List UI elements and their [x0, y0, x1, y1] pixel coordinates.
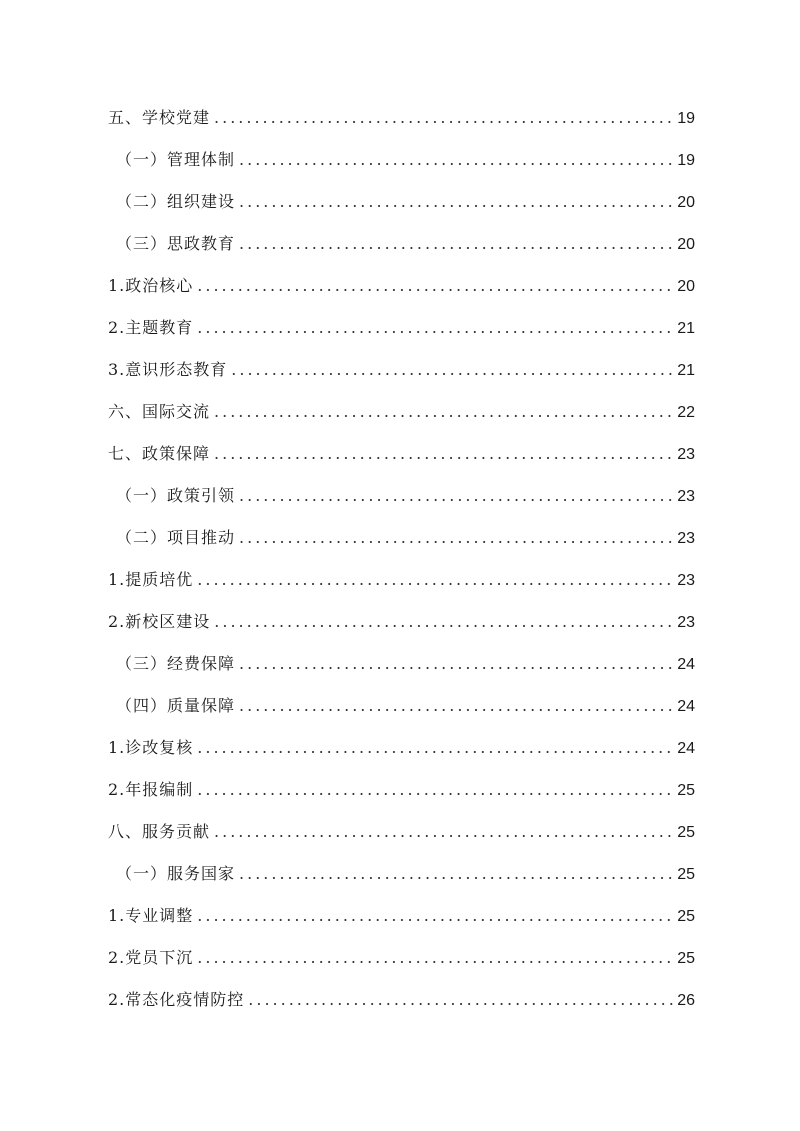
- toc-entry-page-number: 20: [677, 194, 695, 211]
- toc-entry-page-number: 20: [677, 278, 695, 295]
- toc-leader-dots: [239, 685, 673, 727]
- toc-entry-title: 七、政策保障: [108, 444, 211, 463]
- toc-leader-dots: [239, 181, 673, 223]
- toc-entry[interactable]: [108, 685, 695, 727]
- toc-leader-dots: [197, 265, 673, 307]
- toc-entry-page-number: 24: [677, 698, 695, 715]
- toc-entry[interactable]: [108, 517, 695, 559]
- toc-entry-title: 1.诊改复核: [108, 738, 194, 757]
- toc-entry-page-number: 25: [677, 950, 695, 967]
- toc-entry-title: （二）组织建设: [116, 192, 236, 211]
- toc-entry[interactable]: [108, 643, 695, 685]
- toc-entry-title: （一）政策引领: [116, 486, 236, 505]
- toc-leader-dots: [214, 97, 673, 139]
- toc-entry-page-number: 24: [677, 656, 695, 673]
- toc-entry-page-number: 25: [677, 908, 695, 925]
- toc-entry[interactable]: [108, 223, 695, 265]
- toc-leader-dots: [214, 811, 673, 853]
- toc-entry-title: （三）思政教育: [116, 234, 236, 253]
- toc-leader-dots: [214, 601, 673, 643]
- toc-entry-page-number: 22: [677, 404, 695, 421]
- toc-leader-dots: [248, 979, 673, 1021]
- toc-entry-title: （二）项目推动: [116, 528, 236, 547]
- toc-leader-dots: [239, 853, 673, 895]
- toc-leader-dots: [197, 937, 673, 979]
- toc-entry[interactable]: [108, 307, 695, 349]
- toc-entry-page-number: 23: [677, 572, 695, 589]
- toc-entry[interactable]: [108, 559, 695, 601]
- toc-entry-page-number: 26: [677, 992, 695, 1009]
- toc-entry-title: 五、学校党建: [108, 108, 211, 127]
- toc-entry-page-number: 25: [677, 824, 695, 841]
- toc-entry-title: （一）服务国家: [116, 864, 236, 883]
- toc-entry-title: 八、服务贡献: [108, 822, 211, 841]
- toc-entry[interactable]: [108, 853, 695, 895]
- toc-entry-page-number: 23: [677, 530, 695, 547]
- toc-leader-dots: [197, 559, 673, 601]
- toc-entry-page-number: 19: [677, 152, 695, 169]
- toc-entry-page-number: 25: [677, 782, 695, 799]
- toc-leader-dots: [239, 139, 673, 181]
- toc-entry[interactable]: [108, 601, 695, 643]
- toc-leader-dots: [197, 769, 673, 811]
- toc-entry-page-number: 23: [677, 488, 695, 505]
- toc-entry-title: 3.意识形态教育: [108, 360, 228, 379]
- toc-entry[interactable]: [108, 811, 695, 853]
- toc-leader-dots: [214, 391, 673, 433]
- toc-entry-title: 2.新校区建设: [108, 612, 211, 631]
- toc-entry[interactable]: [108, 475, 695, 517]
- toc-leader-dots: [197, 307, 673, 349]
- toc-entry-title: （一）管理体制: [116, 150, 236, 169]
- toc-entry[interactable]: [108, 937, 695, 979]
- toc-entry[interactable]: [108, 979, 695, 1021]
- toc-entry[interactable]: [108, 727, 695, 769]
- toc-entry-title: （三）经费保障: [116, 654, 236, 673]
- toc-leader-dots: [239, 223, 673, 265]
- toc-leader-dots: [197, 727, 673, 769]
- toc-leader-dots: [239, 517, 673, 559]
- toc-entry-title: （四）质量保障: [116, 696, 236, 715]
- toc-entry[interactable]: [108, 139, 695, 181]
- toc-entry-title: 1.提质培优: [108, 570, 194, 589]
- toc-entry[interactable]: [108, 181, 695, 223]
- toc-entry-page-number: 23: [677, 614, 695, 631]
- toc-entry-page-number: 19: [677, 110, 695, 127]
- toc-entry-page-number: 25: [677, 866, 695, 883]
- toc-leader-dots: [197, 895, 673, 937]
- toc-entry-title: 2.主题教育: [108, 318, 194, 337]
- toc-entry[interactable]: [108, 97, 695, 139]
- toc-entry-title: 六、国际交流: [108, 402, 211, 421]
- toc-entry-title: 2.党员下沉: [108, 948, 194, 967]
- toc-leader-dots: [239, 643, 673, 685]
- toc-leader-dots: [214, 433, 673, 475]
- toc-entry-title: 1.专业调整: [108, 906, 194, 925]
- toc-entry[interactable]: [108, 769, 695, 811]
- toc-entry-page-number: 24: [677, 740, 695, 757]
- toc-entry[interactable]: [108, 391, 695, 433]
- table-of-contents: [108, 97, 695, 1021]
- toc-entry-page-number: 20: [677, 236, 695, 253]
- toc-entry-page-number: 21: [677, 362, 695, 379]
- toc-entry-title: 2.常态化疫情防控: [108, 990, 245, 1009]
- toc-entry-page-number: 21: [677, 320, 695, 337]
- toc-leader-dots: [231, 349, 673, 391]
- toc-entry-title: 2.年报编制: [108, 780, 194, 799]
- toc-leader-dots: [239, 475, 673, 517]
- toc-entry[interactable]: [108, 895, 695, 937]
- toc-entry-title: 1.政治核心: [108, 276, 194, 295]
- toc-entry[interactable]: [108, 349, 695, 391]
- toc-entry-page-number: 23: [677, 446, 695, 463]
- toc-entry[interactable]: [108, 433, 695, 475]
- toc-entry[interactable]: [108, 265, 695, 307]
